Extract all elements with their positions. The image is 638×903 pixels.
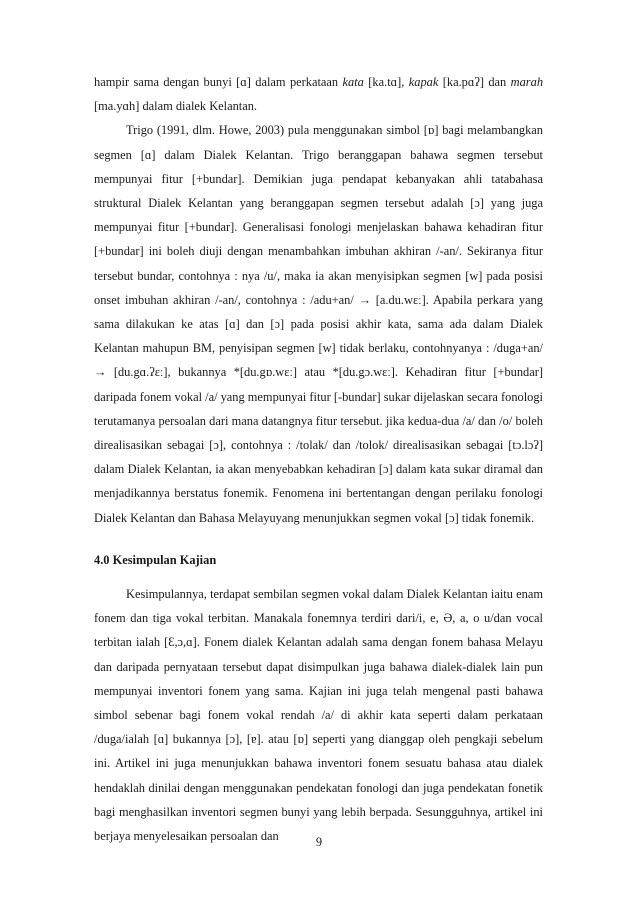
- paragraph-1: [94, 70, 543, 118]
- example-word-marah: marah: [510, 75, 544, 89]
- paragraph-1-text-c: [ka.pɑʔ] dan: [438, 75, 511, 89]
- paragraph-1-text-b: [ka.tɑ],: [363, 75, 409, 89]
- page-number: 9: [315, 835, 323, 849]
- example-word-kata: kata: [342, 75, 364, 89]
- paragraph-2: Trigo (1991, dlm. Howe, 2003) pula menggunakan simbol [ɒ] bagi melambangkan segmen [ɑ] dalam Dialek Kelantan. Trigo beranggapan bahawa segmen tersebut mempunyai fitur [+bundar]. Demikian juga pendapat kebanyakan ahli tatabahasa struktural Dialek Kelantan yang beranggapan segmen tersebut adalah [ɔ] yang juga mempunyai fitur [+bundar]. Generalisasi fonologi menjelaskan bahawa kehadiran fitur [+bundar] ini boleh diuji dengan menambahkan imbuhan akhiran /-an/. Sekiranya fitur tersebut bundar, contohnya : nya /u/, maka ia akan menyisipkan segmen [w] pada posisi onset imbuhan akhiran /-an/, contohnya : /adu+an/ → [a.du.wɛː]. Apabila perkara yang sama dilakukan ke atas [ɑ] dan [ɔ] pada posisi akhir kata, sama ada dalam Dialek Kelantan mahupun BM, penyisipan segmen [w] tidak berlaku, contohnyanya : /duga+an/ → [du.gɑ.ʔɛː], bukannya *[du.gɒ.wɛː] atau *[du.gɔ.wɛː]. Kehadiran fitur [+bundar] daripada fonem vokal /a/ yang mempunyai fitur [-bundar] sukar dijelaskan secara fonologi terutamanya persoalan dari mana datangnya fitur tersebut. jika kedua-dua /a/ dan /o/ boleh direalisasikan sebagai [ɔ], contohnya : /tolak/ dan /tolok/ direalisasikan sebagai [tɔ.lɔʔ] dalam Dialek Kelantan, ia akan menyebabkan kehadiran [ɔ] dalam kata sukar diramal dan menjadikannya berstatus fonemik. Fenomena ini bertentangan dengan perilaku fonologi Dialek Kelantan dan Bahasa Melayuyang menunjukkan segmen vokal [ɔ] tidak fonemik.: [94, 123, 544, 525]
- section-heading: 4.0 Kesimpulan Kajian: [94, 552, 217, 567]
- paragraph-3: Kesimpulannya, terdapat sembilan segmen vokal dalam Dialek Kelantan iaitu enam fonem dan tiga vokal terbitan. Manakala fonemnya terdiri dari/i, e, Ə, a, o u/dan vocal terbitan ialah [Ɛ,ɔ,ɑ]. Fonem dialek Kelantan adalah sama dengan fonem bahasa Melayu dan daripada pernyataan tersebut dapat disimpulkan juga bahawa dialek-dialek lain pun mempunyai inventori fonem yang sama. Kajian ini juga telah mengenal pasti bahawa simbol sebenar bagi fonem vokal rendah /a/ di akhir kata seperti dalam perkataan /duga/ialah [ɑ] bukannya [ɔ], [ɐ]. atau [ɒ] seperti yang dianggap oleh pengkaji sebelum ini. Artikel ini juga menunjukkan bahawa inventori fonem sesuatu bahasa atau dialek hendaklah dinilai dengan menggunakan pendekatan fonologi dan juga pendekatan fonetik bagi menghasilkan inventori segmen bunyi yang lebih berpada. Sesungguhnya, artikel ini berjaya menyelesaikan persoalan dan: [94, 587, 543, 844]
- section-spacer: [94, 530, 543, 548]
- paragraph-1-text-d: [ma.yɑh] dalam dialek Kelantan.: [94, 99, 258, 114]
- paragraph-1-text-a: hampir sama dengan bunyi [ɑ] dalam perkataan: [94, 75, 343, 89]
- heading-spacer: [94, 572, 543, 582]
- page-body: [94, 70, 543, 848]
- example-word-kapak: kapak: [408, 75, 439, 89]
